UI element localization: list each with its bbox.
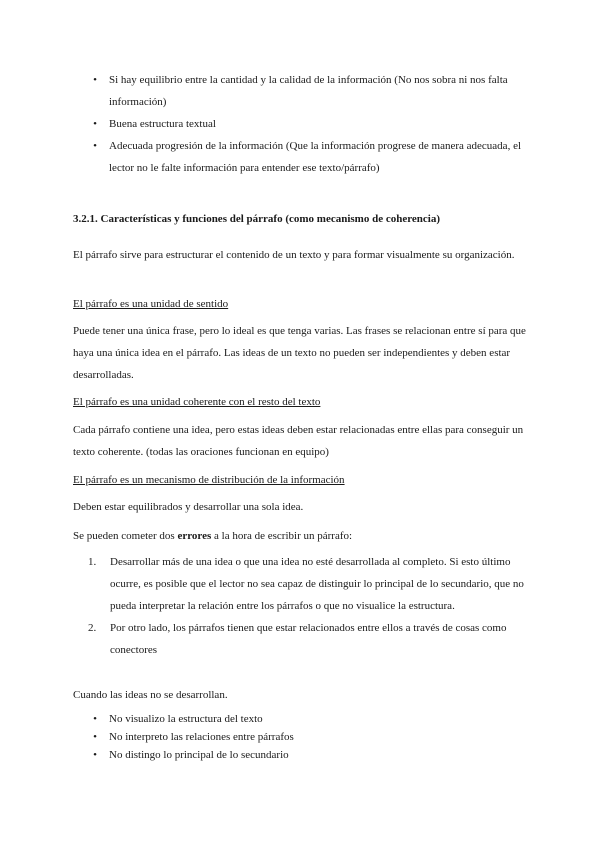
bullet-icon: •	[93, 140, 97, 152]
item-number: 2.	[88, 622, 97, 634]
paragraph-unit-of-meaning: Puede tener una única frase, pero lo ideal es que tenga varias. Las frases se relacionan entre sí para que haya una única idea en el párrafo. Las ideas de un texto no pueden ser independientes y deben estar desarrolladas.	[73, 325, 526, 381]
intro-paragraph: El párrafo sirve para estructurar el contenido de un texto y para formar visualmente su organización.	[73, 249, 515, 261]
list-item-text: No interpreto las relaciones entre párrafos	[109, 731, 294, 743]
bottom-bullet-list	[73, 710, 533, 764]
closing-intro: Cuando las ideas no se desarrollan.	[73, 689, 228, 701]
list-item	[73, 113, 533, 135]
bullet-icon: •	[93, 749, 97, 761]
list-item	[73, 728, 533, 746]
item-number: 1.	[88, 556, 97, 568]
bullet-icon: •	[93, 731, 97, 743]
list-item-text: Si hay equilibrio entre la cantidad y la calidad de la información (No nos sobra ni nos falta información)	[109, 74, 508, 108]
errors-post-text: a la hora de escribir un párrafo:	[211, 530, 353, 542]
subheading-coherent-unit: El párrafo es una unidad coherente con el resto del texto	[73, 396, 321, 408]
list-item-text: Buena estructura textual	[109, 118, 216, 130]
list-item-text: No distingo lo principal de lo secundario	[109, 749, 289, 761]
subheading-unit-of-meaning: El párrafo es una unidad de sentido	[73, 298, 229, 310]
section-heading: 3.2.1. Características y funciones del párrafo (como mecanismo de coherencia)	[73, 213, 440, 225]
subheading-distribution: El párrafo es un mecanismo de distribución de la información	[73, 474, 345, 486]
numbered-item-text: Desarrollar más de una idea o que una idea no esté desarrollada al completo. Si esto último ocurre, es posible que el lector no sea capaz de distinguir lo principal de lo secundario, que no pueda interpretar la relación entre los párrafos o que no visualice la estructura.	[110, 556, 524, 612]
errors-bold-text: errores	[177, 530, 212, 542]
list-item	[73, 69, 533, 113]
numbered-item-text: Por otro lado, los párrafos tienen que estar relacionados entre ellos a través de cosas como conectores	[110, 622, 507, 656]
errors-intro	[73, 525, 533, 547]
list-item-text: No visualizo la estructura del texto	[109, 713, 263, 725]
list-item	[73, 135, 533, 179]
list-item-text: Adecuada progresión de la información (Que la información progrese de manera adecuada, el lector no le falte información para entender ese texto/párrafo)	[109, 140, 522, 174]
paragraph-coherent-unit: Cada párrafo contiene una idea, pero estas ideas deben estar relacionadas entre ellas para conseguir un texto coherente. (todas las oraciones funcionan en equipo)	[73, 424, 524, 458]
numbered-item	[73, 551, 533, 617]
bullet-icon: •	[93, 74, 97, 86]
list-item	[73, 746, 533, 764]
numbered-item	[73, 617, 533, 661]
errors-pre-text: Se pueden cometer dos	[73, 530, 178, 542]
numbered-list	[73, 551, 533, 661]
list-item	[73, 710, 533, 728]
paragraph-distribution: Deben estar equilibrados y desarrollar una sola idea.	[73, 501, 304, 513]
top-bullet-list	[73, 69, 533, 179]
bullet-icon: •	[93, 118, 97, 130]
bullet-icon: •	[93, 713, 97, 725]
